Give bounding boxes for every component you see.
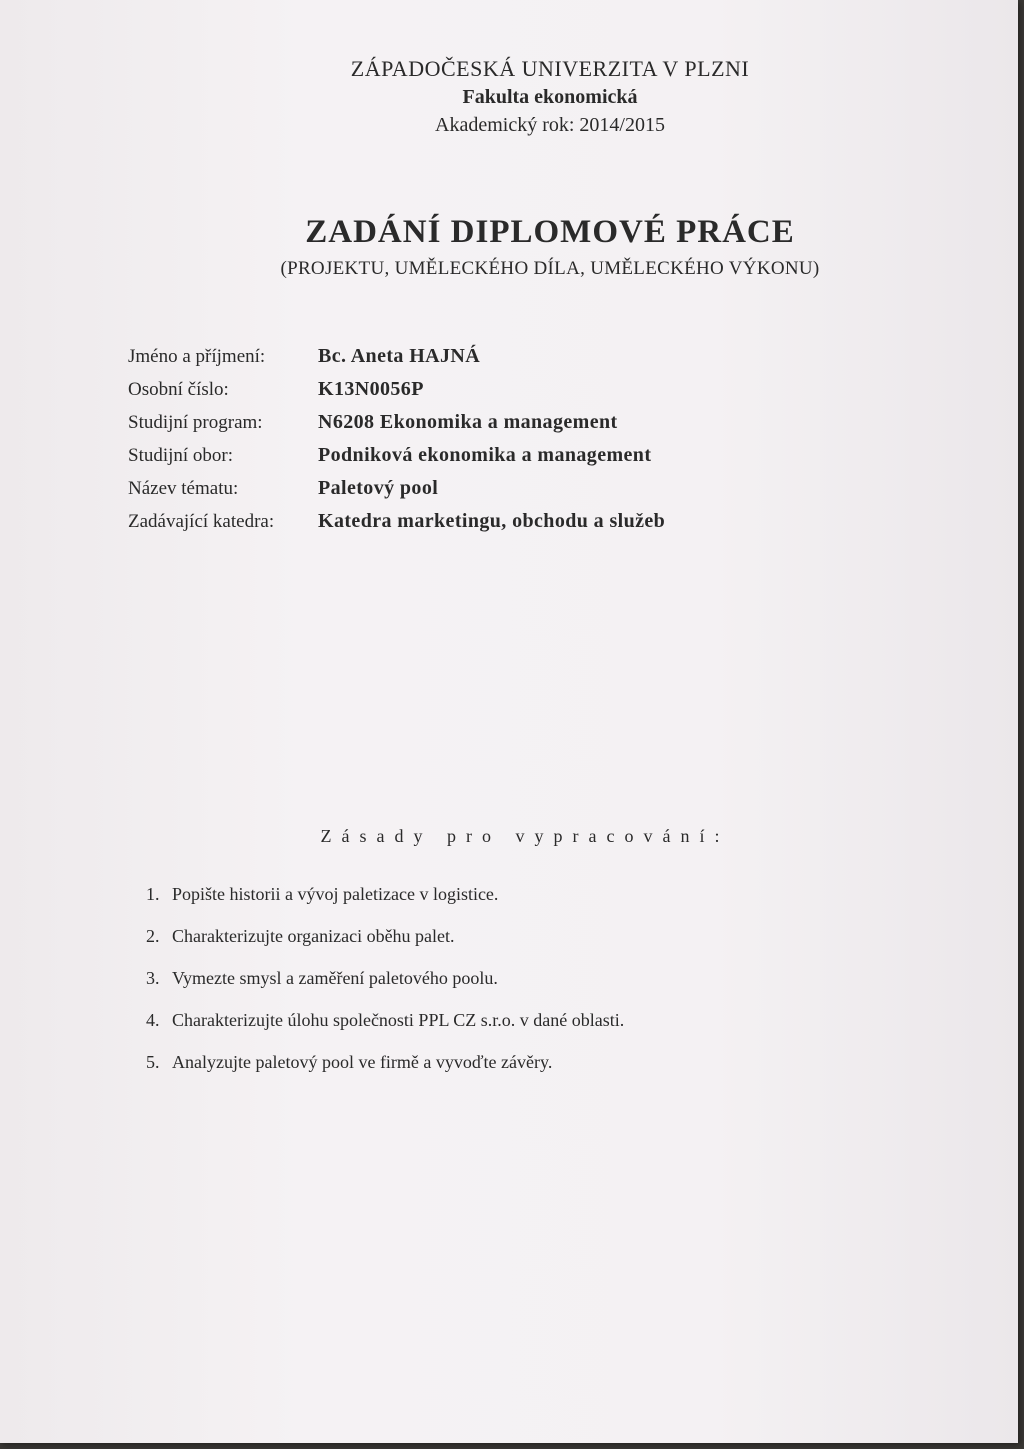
list-item [146, 968, 624, 1010]
task-number: 1. [146, 884, 160, 904]
info-value: Katedra marketingu, obchodu a služeb [318, 510, 666, 532]
info-label: Studijní program: [128, 411, 263, 433]
list-item [146, 926, 624, 968]
task-text: Analyzujte paletový pool ve firmě a vyvoďte závěry. [172, 1052, 553, 1072]
info-row [128, 373, 665, 406]
list-item [146, 1052, 624, 1094]
info-value: Podniková ekonomika a management [318, 444, 652, 466]
info-label: Zadávající katedra: [128, 510, 275, 532]
info-row [128, 340, 665, 373]
task-number: 3. [146, 968, 160, 988]
task-number: 4. [146, 1010, 160, 1030]
info-value: Paletový pool [318, 477, 439, 499]
task-text: Popište historii a vývoj paletizace v logistice. [172, 884, 499, 904]
document-title: ZADÁNÍ DIPLOMOVÉ PRÁCE [305, 214, 795, 250]
info-label: Studijní obor: [128, 444, 234, 466]
info-value: K13N0056P [318, 378, 424, 400]
info-value: Bc. Aneta HAJNÁ [318, 345, 481, 367]
list-item [146, 884, 624, 926]
task-list [146, 884, 624, 1094]
info-row [128, 505, 665, 538]
student-info-table [128, 340, 665, 538]
info-value: N6208 Ekonomika a management [318, 411, 618, 433]
info-label: Jméno a příjmení: [128, 345, 266, 367]
list-item [146, 1010, 624, 1052]
info-row [128, 439, 665, 472]
task-text: Vymezte smysl a zaměření paletového poolu. [172, 968, 498, 988]
university-name: ZÁPADOČESKÁ UNIVERZITA V PLZNI [350, 56, 750, 81]
task-text: Charakterizujte úlohu společnosti PPL CZ s.r.o. v dané oblasti. [172, 1010, 625, 1030]
info-row [128, 472, 665, 505]
info-label: Osobní číslo: [128, 378, 229, 400]
task-number: 2. [146, 926, 160, 946]
task-number: 5. [146, 1052, 160, 1072]
info-label: Název tématu: [128, 477, 239, 499]
document-subtitle: (PROJEKTU, UMĚLECKÉHO DÍLA, UMĚLECKÉHO VÝKONU) [280, 258, 820, 279]
faculty-name: Fakulta ekonomická [462, 86, 638, 108]
academic-year: Akademický rok: 2014/2015 [435, 114, 665, 136]
principles-heading: Zásady pro vypracování: [320, 826, 730, 846]
task-text: Charakterizujte organizaci oběhu palet. [172, 926, 455, 946]
info-row [128, 406, 665, 439]
